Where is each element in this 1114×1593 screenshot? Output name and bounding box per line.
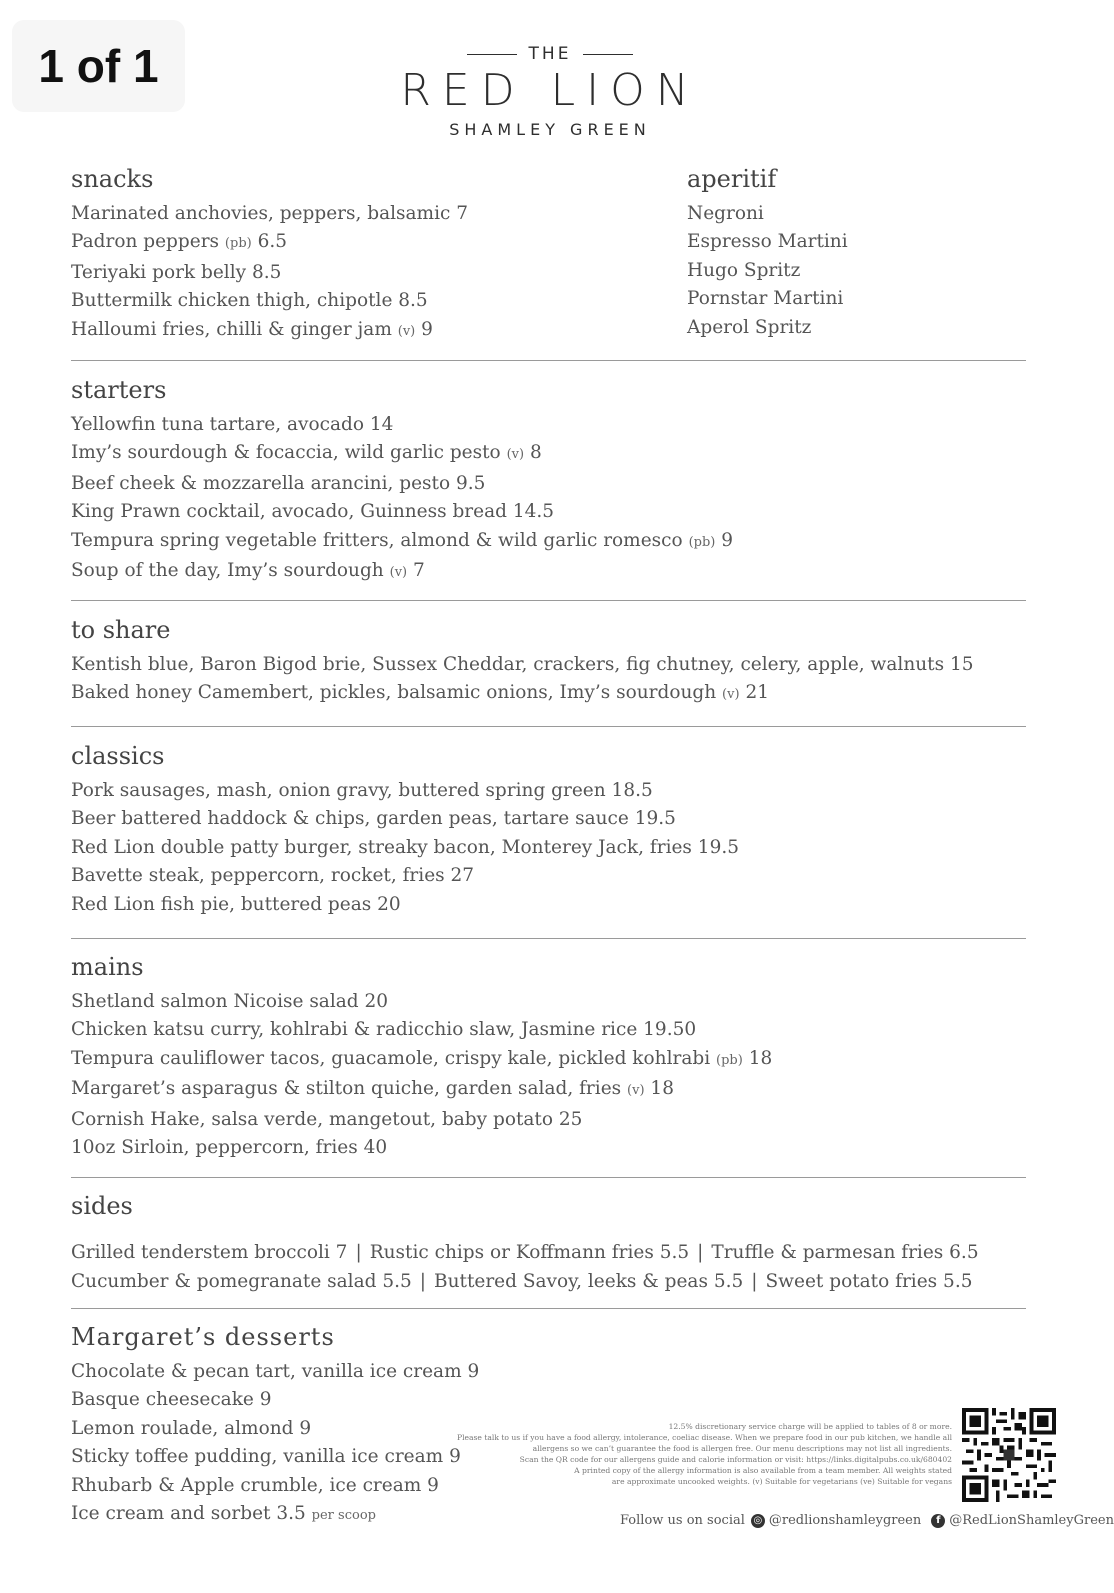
section-to-share (71, 615, 1026, 710)
price: 18 (650, 1078, 674, 1100)
notice-line: Please talk to us if you have a food allergy, intolerance, coeliac disease. When we prepare food in our pub kitchen, we handle all (456, 1432, 952, 1442)
sides-line (71, 1268, 1026, 1297)
menu-item: Cornish Hake, salsa verde, mangetout, baby potato 25 (71, 1108, 583, 1130)
diet-tag: (pb) (224, 236, 252, 252)
menu-item: Lemon roulade, almond 9 (71, 1417, 312, 1439)
divider (71, 938, 1026, 939)
separator: | (355, 1242, 362, 1263)
facebook-icon[interactable]: f (931, 1514, 945, 1528)
menu-item: Sticky toffee pudding, vanilla ice cream 9 (71, 1446, 461, 1468)
divider (71, 600, 1026, 601)
menu-item: Pork sausages, mash, onion gravy, buttered spring green 18.5 (71, 780, 653, 801)
section-title: aperitif (687, 165, 777, 193)
menu-item: Chicken katsu curry, kohlrabi & radicchio slaw, Jasmine rice 19.50 (71, 1019, 697, 1041)
side-item: Cucumber & pomegranate salad 5.5 (71, 1270, 412, 1292)
price: 7 (413, 560, 425, 582)
menu-item: King Prawn cocktail, avocado, Guinness bread 14.5 (71, 501, 555, 523)
price: 6.5 (257, 231, 288, 253)
divider (71, 1177, 1026, 1178)
qr-code-icon[interactable] (962, 1408, 1056, 1502)
allergen-notice (440, 1422, 952, 1487)
menu-item: Baked honey Camembert, pickles, balsamic onions, Imy’s sourdough (v) 21 (71, 682, 769, 704)
menu-item: Halloumi fries, chilli & ginger jam (v) 9 (71, 318, 433, 340)
menu-item: 10oz Sirloin, peppercorn, fries 40 (71, 1137, 388, 1159)
facebook-handle[interactable]: @RedLionShamleyGreen (949, 1513, 1114, 1528)
notice-line: 12.5% discretionary service charge will be applied to tables of 8 or more. (668, 1422, 952, 1431)
diet-tag: (v) (627, 1083, 645, 1099)
menu-item: Beef cheek & mozzarella arancini, pesto 9.5 (71, 472, 486, 494)
menu-item: Padron peppers (pb) 6.5 (71, 231, 288, 253)
brand-rule-right (583, 54, 633, 55)
instagram-icon[interactable]: ◎ (751, 1514, 765, 1528)
separator: | (751, 1270, 758, 1292)
diet-tag: (pb) (716, 1052, 743, 1068)
side-item: Buttered Savoy, leeks & peas 5.5 (434, 1270, 744, 1292)
notice-line: Scan the QR code for our allergens guide and calorie information or visit: https://links.digitalpubs.co.uk/680402 (519, 1454, 952, 1464)
side-item: Truffle & parmesan fries 6.5 (711, 1242, 979, 1263)
menu-item: Beer battered haddock & chips, garden peas, tartare sauce 19.5 (71, 808, 676, 830)
divider (71, 360, 1026, 361)
menu-item: Chocolate & pecan tart, vanilla ice cream 9 (71, 1361, 480, 1382)
drink-item: Hugo Spritz (687, 259, 801, 281)
menu-item: Red Lion double patty burger, streaky bacon, Monterey Jack, fries 19.5 (71, 836, 739, 858)
menu-item: Red Lion fish pie, buttered peas 20 (71, 893, 401, 915)
price: 18 (748, 1047, 773, 1069)
side-item: Rustic chips or Koffmann fries 5.5 (369, 1242, 690, 1263)
section-title: classics (71, 742, 165, 770)
side-item: Sweet potato fries 5.5 (765, 1270, 973, 1292)
price: 21 (745, 682, 769, 704)
page-count-badge: 1 of 1 (12, 20, 185, 112)
menu-item: Buttermilk chicken thigh, chipotle 8.5 (71, 290, 428, 312)
drink-item: Pornstar Martini (687, 288, 844, 310)
social-prefix: Follow us on social (620, 1513, 745, 1528)
brand-location: SHAMLEY GREEN (449, 120, 651, 139)
price: 9 (421, 318, 433, 340)
section-classics (71, 741, 1026, 919)
separator: | (419, 1270, 426, 1292)
unit-note: per scoop (311, 1508, 376, 1524)
notice-line: are approximate uncooked weights. (v) Suitable for vegetarians (ve) Suitable for vegans (611, 1476, 952, 1486)
brand-the-line (330, 44, 770, 64)
section-snacks (71, 164, 631, 346)
menu-item: Teriyaki pork belly 8.5 (71, 261, 282, 283)
section-title: mains (71, 953, 144, 981)
menu-item: Yellowfin tuna tartare, avocado 14 (71, 414, 394, 435)
divider (71, 1308, 1026, 1309)
section-title: starters (71, 376, 167, 404)
brand-rule-left (467, 54, 517, 55)
notice-line: allergens so we can’t guarantee the food is allergen free. Our menu descriptions may not list all ingredients. (532, 1443, 952, 1453)
diet-tag: (v) (389, 565, 408, 581)
separator: | (697, 1242, 704, 1263)
menu-item: Tempura spring vegetable fritters, almond & wild garlic romesco (pb) 9 (71, 529, 734, 551)
instagram-handle[interactable]: @redlionshamleygreen (768, 1513, 922, 1528)
section-title: Margaret’s desserts (71, 1323, 335, 1351)
menu-item: Margaret’s asparagus & stilton quiche, garden salad, fries (v) 18 (71, 1078, 674, 1100)
menu-item: Marinated anchovies, peppers, balsamic 7 (71, 203, 469, 224)
menu-item: Rhubarb & Apple crumble, ice cream 9 (71, 1474, 439, 1496)
menu-item: Imy’s sourdough & focaccia, wild garlic pesto (v) 8 (71, 442, 542, 464)
section-sides (71, 1191, 1026, 1297)
brand-logo (330, 44, 770, 139)
drink-item: Negroni (687, 203, 764, 224)
diet-tag: (v) (397, 323, 416, 339)
menu-item: Kentish blue, Baron Bigod brie, Sussex Cheddar, crackers, fig chutney, celery, apple, walnuts 15 (71, 654, 974, 675)
menu-item: Soup of the day, Imy’s sourdough (v) 7 (71, 560, 425, 582)
diet-tag: (pb) (688, 534, 716, 550)
section-mains (71, 952, 1026, 1162)
menu-item: Tempura cauliflower tacos, guacamole, crispy kale, pickled kohlrabi (pb) 18 (71, 1047, 773, 1069)
drink-item: Aperol Spritz (687, 316, 812, 338)
notice-line: A printed copy of the allergy information is also available from a team member. All weights stated (574, 1465, 952, 1475)
section-starters (71, 375, 1026, 587)
price: 8 (529, 442, 542, 464)
section-title: to share (71, 616, 171, 644)
social-links (620, 1513, 1114, 1528)
drink-item: Espresso Martini (687, 231, 848, 253)
menu-item: Bavette steak, peppercorn, rocket, fries 27 (71, 865, 475, 887)
diet-tag: (v) (722, 687, 740, 703)
section-title: snacks (71, 165, 154, 193)
menu-item: Basque cheesecake 9 (71, 1389, 272, 1411)
price: 9 (721, 529, 734, 551)
brand-the: THE (528, 44, 572, 64)
section-desserts (71, 1322, 480, 1530)
section-aperitif (687, 164, 1027, 342)
menu-item: Shetland salmon Nicoise salad 20 (71, 991, 389, 1012)
section-title: sides (71, 1192, 133, 1220)
brand-name: RED LION (400, 65, 700, 116)
sides-line (71, 1239, 1026, 1268)
diet-tag: (v) (506, 447, 525, 463)
menu-item: Ice cream and sorbet 3.5 per scoop (71, 1503, 376, 1525)
side-item: Grilled tenderstem broccoli 7 (71, 1242, 348, 1263)
divider (71, 726, 1026, 727)
